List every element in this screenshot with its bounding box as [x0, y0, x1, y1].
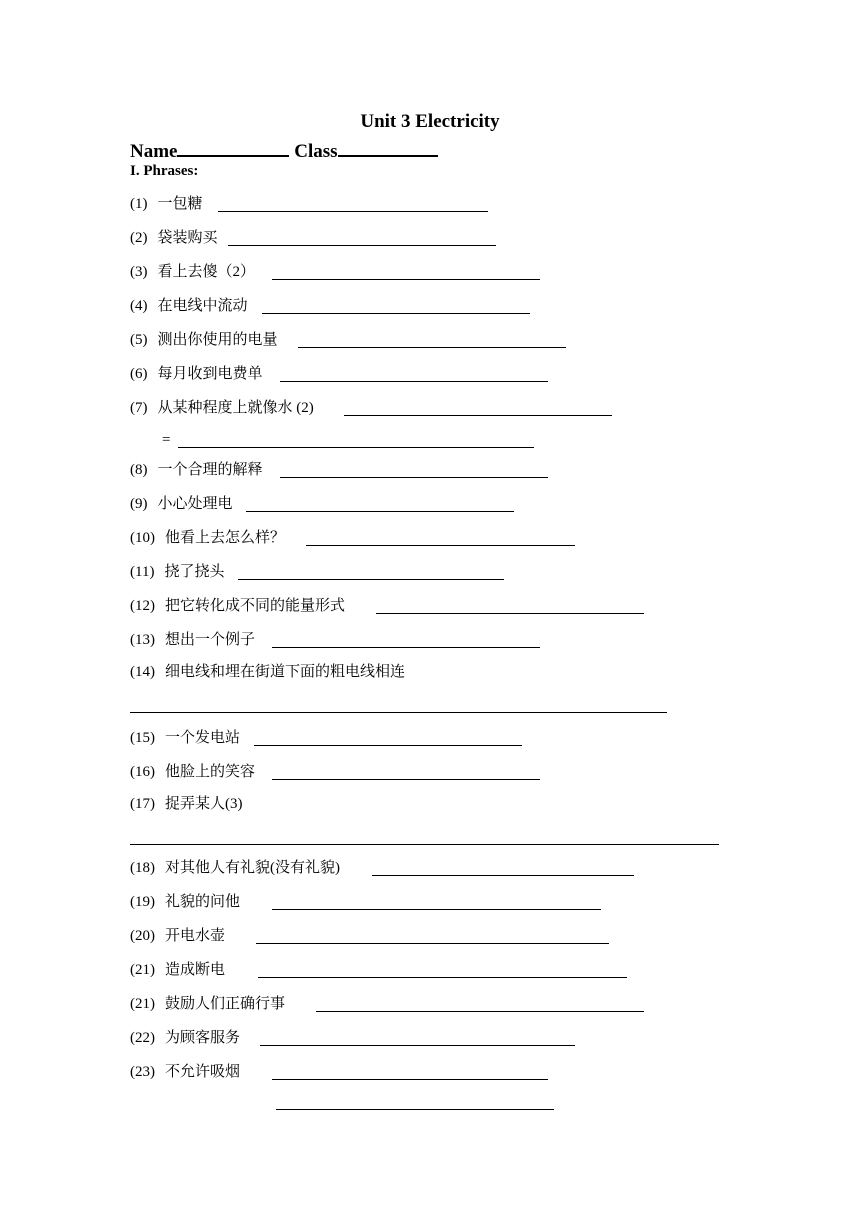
phrase-text: 不允许吸烟 — [165, 1064, 241, 1080]
phrase-number: (21) — [130, 996, 155, 1012]
answer-blank[interactable] — [256, 943, 609, 944]
phrase-number: (16) — [130, 764, 155, 780]
phrase-item — [130, 228, 218, 248]
answer-blank[interactable] — [272, 909, 601, 910]
answer-blank[interactable] — [372, 875, 634, 876]
phrase-number: (13) — [130, 632, 155, 648]
phrase-text: 小心处理电 — [157, 496, 233, 512]
answer-blank[interactable] — [262, 313, 530, 314]
answer-blank[interactable] — [238, 579, 504, 580]
answer-blank[interactable] — [272, 279, 540, 280]
phrase-item — [130, 858, 340, 878]
phrase-text: 他脸上的笑容 — [165, 764, 256, 780]
answer-blank[interactable] — [254, 745, 522, 746]
class-blank[interactable] — [338, 140, 438, 157]
phrase-item — [130, 296, 248, 316]
phrase-item — [130, 398, 314, 418]
section-heading: I. Phrases: — [130, 163, 199, 179]
phrase-number: (15) — [130, 730, 155, 746]
phrase-text: 挠了挠头 — [164, 564, 225, 580]
phrase-number: (5) — [130, 332, 148, 348]
name-blank[interactable] — [177, 140, 289, 157]
phrase-text: 鼓励人们正确行事 — [165, 996, 286, 1012]
phrase-text: 每月收到电费单 — [157, 366, 263, 382]
phrase-text: 细电线和埋在街道下面的粗电线相连 — [165, 664, 406, 680]
phrase-item — [130, 1028, 240, 1048]
class-label: Class — [294, 141, 338, 162]
phrase-item — [130, 460, 263, 480]
phrase-number: (12) — [130, 598, 155, 614]
answer-blank[interactable] — [258, 977, 627, 978]
answer-blank[interactable] — [272, 647, 540, 648]
phrase-number: (6) — [130, 366, 148, 382]
answer-blank[interactable] — [280, 477, 548, 478]
answer-blank[interactable] — [344, 415, 612, 416]
phrase-item — [130, 994, 285, 1014]
answer-blank[interactable] — [276, 1109, 554, 1110]
phrase-number: (2) — [130, 230, 148, 246]
answer-blank[interactable] — [280, 381, 548, 382]
phrase-item — [130, 528, 285, 548]
phrase-number: (9) — [130, 496, 148, 512]
phrase-item — [130, 330, 278, 350]
phrase-text: 一个合理的解释 — [157, 462, 263, 478]
answer-blank[interactable] — [178, 447, 534, 448]
phrase-item — [162, 430, 170, 450]
name-label: Name — [130, 141, 178, 162]
phrase-item — [130, 960, 225, 980]
phrase-text: 礼貌的问他 — [165, 894, 241, 910]
phrase-number: (23) — [130, 1064, 155, 1080]
phrase-text: 在电线中流动 — [157, 298, 248, 314]
phrase-item — [130, 762, 255, 782]
phrase-item — [130, 728, 240, 748]
phrase-number: (14) — [130, 664, 155, 680]
phrase-text: 从某种程度上就像水 (2) — [157, 400, 314, 416]
phrase-item — [130, 494, 233, 514]
answer-blank[interactable] — [272, 779, 540, 780]
phrase-number: (10) — [130, 530, 155, 546]
phrase-text: 一包糖 — [157, 196, 203, 212]
answer-blank[interactable] — [130, 844, 719, 845]
phrase-text: 为顾客服务 — [165, 1030, 241, 1046]
phrase-text: 他看上去怎么样？ — [165, 530, 286, 546]
phrase-number: (7) — [130, 400, 148, 416]
phrase-item — [130, 262, 255, 282]
phrase-text: 把它转化成不同的能量形式 — [165, 598, 346, 614]
phrase-text: 想出一个例子 — [165, 632, 256, 648]
phrase-item — [130, 194, 203, 214]
phrase-item — [130, 926, 225, 946]
phrase-number: (3) — [130, 264, 148, 280]
phrase-number: (4) — [130, 298, 148, 314]
phrase-number: (20) — [130, 928, 155, 944]
answer-blank[interactable] — [218, 211, 488, 212]
phrase-number: (1) — [130, 196, 148, 212]
phrase-item — [130, 630, 255, 650]
phrase-number: (8) — [130, 462, 148, 478]
phrase-text: 造成断电 — [165, 962, 226, 978]
phrase-item — [130, 364, 263, 384]
phrase-text: 测出你使用的电量 — [157, 332, 278, 348]
answer-blank[interactable] — [272, 1079, 548, 1080]
phrase-item — [130, 662, 405, 682]
name-class-row — [130, 140, 438, 163]
answer-blank[interactable] — [130, 712, 667, 713]
answer-blank[interactable] — [246, 511, 514, 512]
answer-blank[interactable] — [316, 1011, 644, 1012]
answer-blank[interactable] — [376, 613, 644, 614]
answer-blank[interactable] — [228, 245, 496, 246]
phrase-text: = — [162, 432, 171, 448]
phrase-number: (19) — [130, 894, 155, 910]
phrase-text: 看上去傻（2） — [157, 264, 256, 280]
phrase-number: (11) — [130, 564, 155, 580]
phrase-number: (22) — [130, 1030, 155, 1046]
phrase-item — [130, 892, 240, 912]
answer-blank[interactable] — [260, 1045, 575, 1046]
answer-blank[interactable] — [298, 347, 566, 348]
phrase-number: (17) — [130, 796, 155, 812]
phrase-text: 开电水壶 — [165, 928, 226, 944]
phrase-text: 捉弄某人(3) — [165, 796, 243, 812]
phrase-item — [130, 1062, 240, 1082]
phrase-text: 袋装购买 — [157, 230, 218, 246]
worksheet-title: Unit 3 Electricity — [360, 111, 500, 132]
answer-blank[interactable] — [306, 545, 575, 546]
phrase-item — [130, 794, 243, 814]
phrase-item — [130, 596, 345, 616]
phrase-text: 对其他人有礼貌(没有礼貌) — [165, 860, 340, 876]
phrase-number: (21) — [130, 962, 155, 978]
phrase-number: (18) — [130, 860, 155, 876]
phrase-item — [130, 562, 224, 582]
phrase-text: 一个发电站 — [165, 730, 241, 746]
